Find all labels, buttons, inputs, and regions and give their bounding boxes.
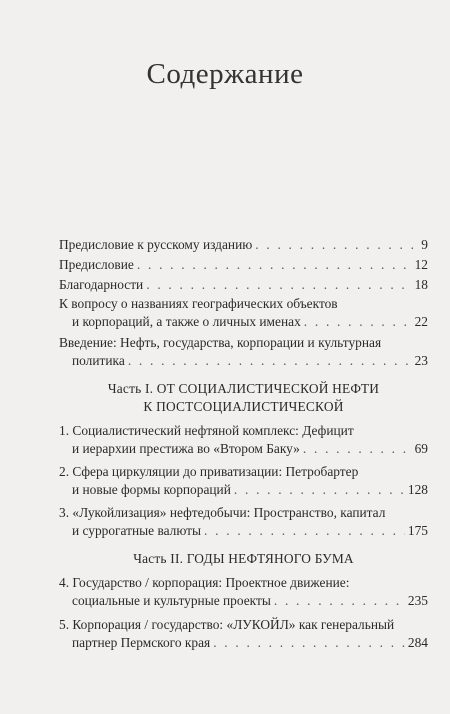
toc-entry-title: Введение: Нефть, государства, корпорации и культурная: [59, 335, 382, 350]
toc-entry-title: К вопросу о названиях географических объектов: [59, 296, 338, 311]
toc-page-number: 284: [407, 635, 428, 650]
leader-dots: [128, 352, 412, 370]
leader-dots: [146, 276, 411, 294]
toc-page-number: 128: [407, 482, 428, 497]
toc-entry-title: Благодарности: [59, 277, 144, 292]
toc-entry-title-continued: и корпораций, а также о личных именах: [72, 314, 301, 329]
chapter-title-continued: и суррогатные валюты: [72, 523, 202, 538]
part-heading-line: Часть II. ГОДЫ НЕФТЯНОГО БУМА: [133, 551, 354, 566]
chapter-title-continued: партнер Пермского края: [72, 635, 211, 650]
chapter-title: 4. Государство / корпорация: Проектное движение:: [59, 575, 350, 590]
toc-entry: [59, 236, 428, 254]
toc-page-number: 175: [407, 523, 428, 538]
chapter-title-continued: социальные и культурные проекты: [72, 593, 271, 608]
part-heading-line: Часть I. ОТ СОЦИАЛИСТИЧЕСКОЙ НЕФТИ: [107, 381, 380, 396]
part-heading-line: К ПОСТСОЦИАЛИСТИЧЕСКОЙ: [143, 399, 344, 414]
leader-dots: [213, 634, 405, 652]
toc-page-number: 9: [421, 237, 428, 252]
leader-dots: [137, 256, 412, 274]
toc-page-number: 235: [407, 593, 428, 608]
toc-page-number: 18: [414, 277, 428, 292]
chapter-title: 5. Корпорация / государство: «ЛУКОЙЛ» как генеральный: [59, 617, 395, 632]
leader-dots: [255, 236, 415, 254]
toc-page-number: 69: [414, 441, 428, 456]
chapter-title: 2. Сфера циркуляции до приватизации: Петробартер: [59, 464, 359, 479]
toc-entry: [59, 276, 428, 294]
part-heading: [59, 550, 428, 568]
toc-page-number: 22: [414, 314, 428, 329]
toc-entry-title: Предисловие к русскому изданию: [59, 237, 253, 252]
chapter-title-continued: и новые формы корпораций: [72, 482, 231, 497]
leader-dots: [234, 481, 405, 499]
toc-chapter: [59, 574, 428, 610]
toc-chapter: [59, 504, 428, 540]
leader-dots: [274, 592, 405, 610]
toc-page-number: 23: [414, 353, 428, 368]
chapter-title: 1. Социалистический нефтяной комплекс: Дефицит: [59, 423, 354, 438]
chapter-title: 3. «Лукойлизация» нефтедобычи: Пространство, капитал: [59, 505, 386, 520]
toc-entry-title-continued: политика: [72, 353, 125, 368]
toc-entry: [59, 295, 428, 331]
chapter-title-continued: и иерархии престижа во «Втором Баку»: [72, 441, 300, 456]
toc-chapter: [59, 616, 428, 652]
toc-entry-title: Предисловие: [59, 257, 134, 272]
toc-page-number: 12: [414, 257, 428, 272]
leader-dots: [204, 522, 405, 540]
page-title: Содержание: [146, 58, 304, 90]
leader-dots: [303, 440, 412, 458]
toc-entry: [59, 334, 428, 370]
toc-chapter: [59, 422, 428, 458]
leader-dots: [304, 313, 412, 331]
toc-chapter: [59, 463, 428, 499]
toc-entry: [59, 256, 428, 274]
part-heading: [59, 380, 428, 416]
